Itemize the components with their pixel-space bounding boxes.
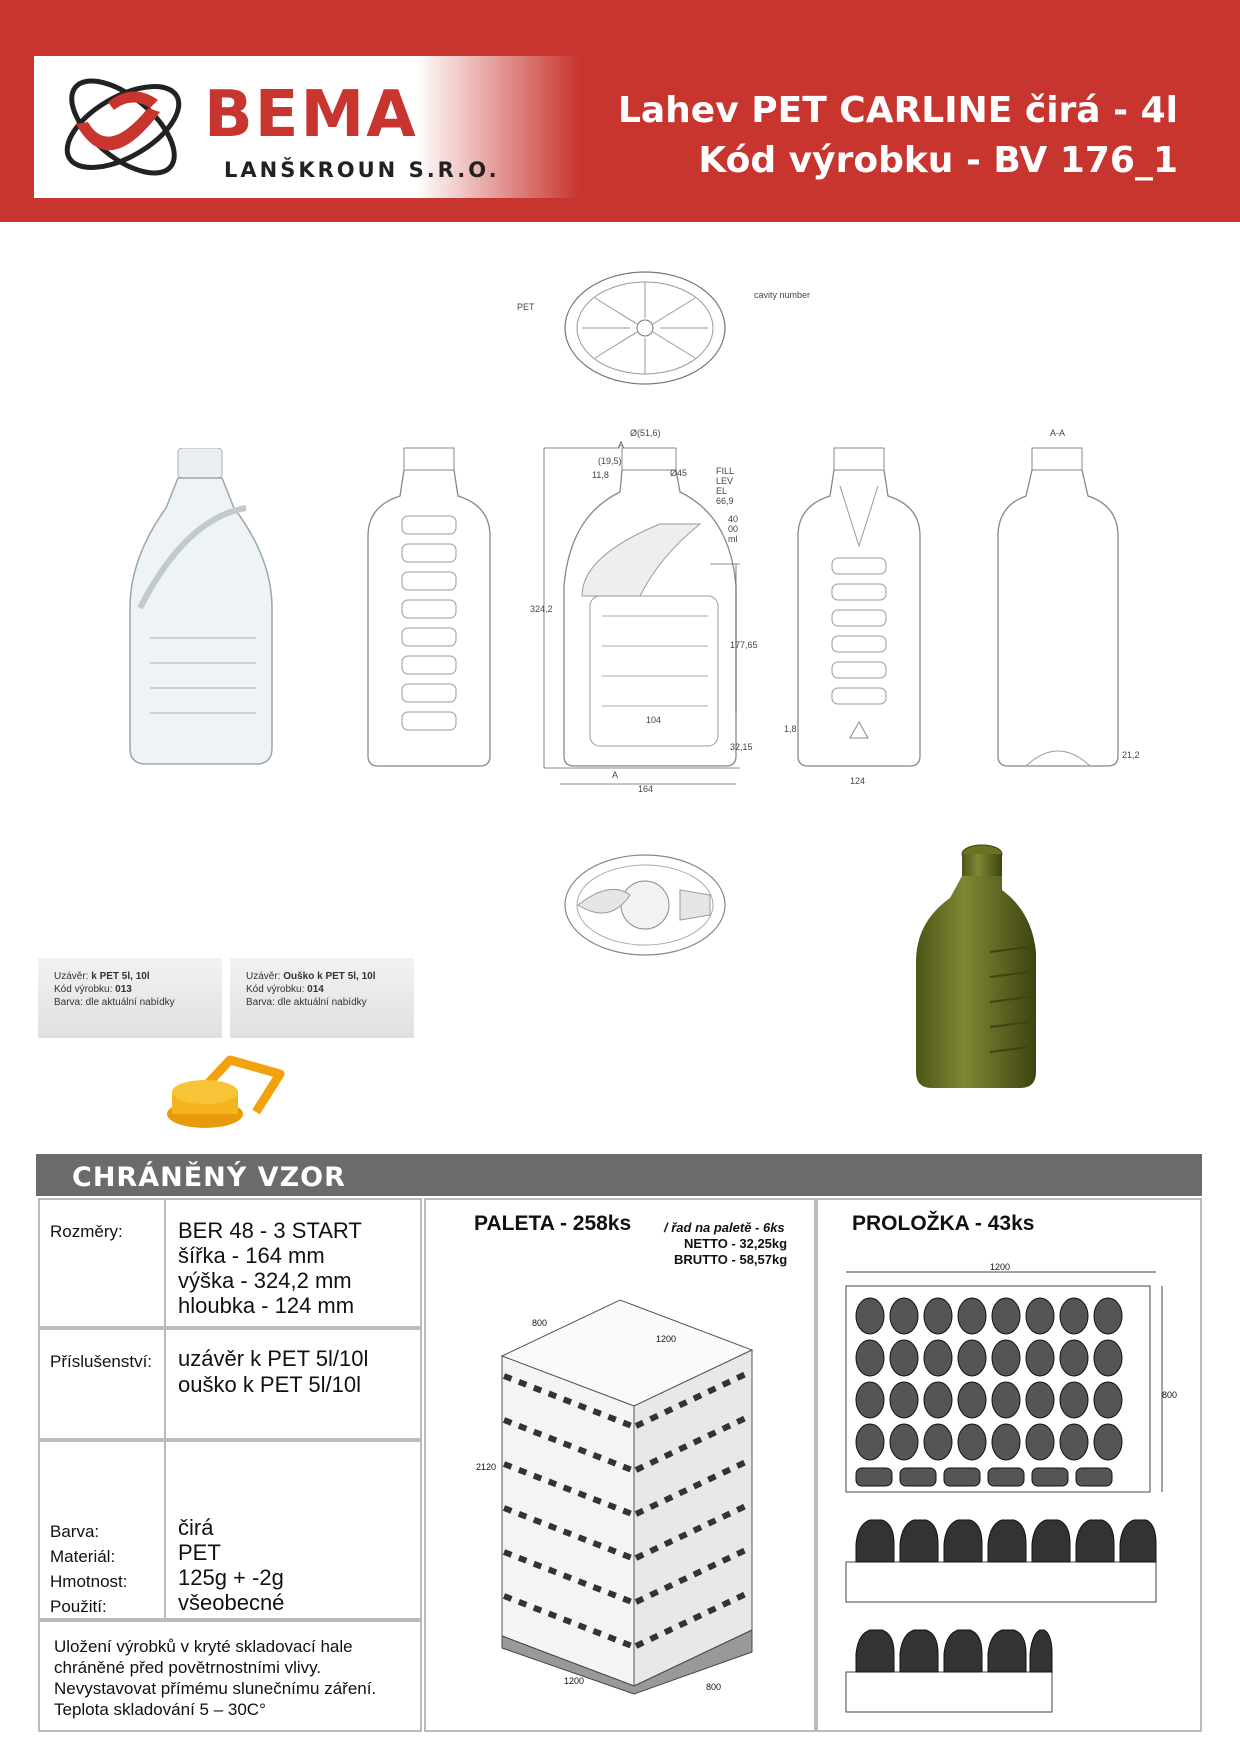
paleta-per-row: / řad na paletě - 6ks — [664, 1220, 785, 1235]
clear-bottle-photo — [126, 448, 276, 768]
dim-212: 21,2 — [1122, 750, 1140, 760]
color-value: čirá — [178, 1515, 214, 1540]
dim-h195: (19,5) — [598, 456, 622, 466]
dim-164: 164 — [638, 784, 654, 794]
accessories-line-2: ouško k PET 5l/10l — [178, 1372, 362, 1397]
prolozka-dim-800: 800 — [1162, 1390, 1178, 1400]
dim-a-bottom: A — [612, 770, 619, 780]
storage-line-3: Nevystavovat přímému slunečnímu záření. — [54, 1679, 377, 1698]
storage-line-2: chráněné před povětrnostními vlivy. — [54, 1658, 322, 1677]
product-title: Lahev PET CARLINE čirá - 4l — [617, 90, 1178, 131]
dim-height-3242: 324,2 — [530, 604, 553, 614]
storage-line-1: Uložení výrobků v kryté skladovací hale — [54, 1637, 353, 1656]
brand-subtitle: LANŠKROUN S.R.O. — [224, 158, 500, 182]
yellow-cap-handle-image — [160, 1052, 290, 1142]
dim-h118: 11,8 — [592, 470, 609, 480]
usage-label: Použití: — [50, 1597, 107, 1616]
dim-d45: Ø45 — [670, 468, 688, 478]
dim-d516: Ø(51,6) — [630, 428, 661, 438]
prolozka-layout-drawing — [844, 1268, 1164, 1718]
weight-label: Hmotnost: — [50, 1572, 128, 1591]
rozmery-line-4: hloubka - 124 mm — [178, 1293, 355, 1318]
cavity-label: cavity number — [754, 290, 811, 300]
paleta-dim-1200-bottom: 1200 — [564, 1676, 585, 1686]
paleta-dim-1200-top: 1200 — [656, 1334, 677, 1344]
material-label: Materiál: — [50, 1547, 116, 1566]
bottle-section-aa-drawing — [996, 446, 1120, 770]
paleta-netto: NETTO - 32,25kg — [684, 1236, 788, 1251]
bottle-bottom-view-drawing — [560, 850, 730, 960]
paleta-brutto: BRUTTO - 58,57kg — [674, 1252, 788, 1267]
material-value: PET — [178, 1540, 221, 1565]
bema-logo-icon — [48, 62, 198, 192]
pet-label: PET — [517, 302, 535, 312]
rozmery-line-1: BER 48 - 3 START — [178, 1218, 362, 1243]
accessories-label: Příslušenství: — [50, 1352, 153, 1371]
prolozka-dim-1200: 1200 — [990, 1262, 1011, 1272]
paleta-dim-800-top: 800 — [532, 1318, 548, 1328]
prolozka-title: PROLOŽKA - 43ks — [852, 1212, 1035, 1235]
section-aa-label: A-A — [1050, 428, 1066, 438]
rozmery-label: Rozměry: — [50, 1222, 123, 1241]
rozmery-line-2: šířka - 164 mm — [178, 1243, 325, 1268]
rozmery-line-3: výška - 324,2 mm — [178, 1268, 352, 1293]
dim-17765: 177,65 — [730, 640, 758, 650]
logo-box — [34, 56, 580, 198]
bottle-top-view-drawing — [560, 268, 730, 388]
dim-18: 1,8 — [784, 724, 797, 734]
spec-column-divider — [164, 1198, 166, 1620]
paleta-stack-drawing — [490, 1296, 760, 1696]
dim-fill-level: FILL LEVEL 66,9 — [716, 466, 734, 506]
accessories-line-1: uzávěr k PET 5l/10l — [178, 1346, 369, 1371]
bottle-side-view-drawing — [366, 446, 492, 770]
storage-line-4: Teplota skladování 5 – 30C° — [54, 1700, 266, 1719]
weight-value: 125g + -2g — [178, 1565, 284, 1590]
green-bottle-render — [910, 842, 1040, 1092]
dim-104: 104 — [646, 715, 662, 725]
paleta-dim-2120: 2120 — [476, 1462, 497, 1472]
usage-value: všeobecné — [178, 1590, 285, 1615]
paleta-title: PALETA - 258ks — [474, 1212, 632, 1235]
info-card-handle: Uzávěr: Ouško k PET 5l, 10l Kód výrobku: 014 Barva: dle aktuální nabídky — [230, 958, 414, 1038]
dim-124: 124 — [850, 776, 866, 786]
bottle-side-view-2-drawing — [796, 446, 922, 770]
brand-name: BEMA — [204, 78, 418, 152]
dim-ml: 4000ml — [728, 514, 739, 544]
info-card-cap: Uzávěr: k PET 5l, 10l Kód výrobku: 013 Barva: dle aktuální nabídky — [38, 958, 222, 1038]
color-label: Barva: — [50, 1522, 100, 1541]
dim-a-top: A — [618, 440, 625, 450]
product-code: Kód výrobku - BV 176_1 — [698, 140, 1178, 181]
paleta-dim-800-bottom: 800 — [706, 1682, 722, 1692]
dim-3215: 32,15 — [730, 742, 753, 752]
protected-design-title: CHRÁNĚNÝ VZOR — [72, 1162, 346, 1193]
